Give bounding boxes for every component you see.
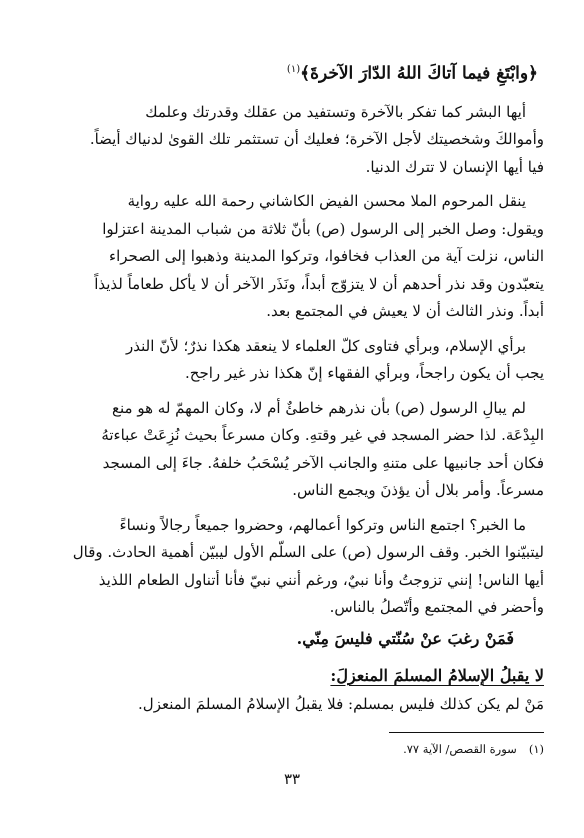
paragraph-4 [40,395,544,505]
paragraph-line: فيا أيها الإنسان لا تترك الدنيا. [365,157,544,176]
paragraph-line: لم يبالِ الرسول (ص) بأن نذرهم خاطئٌ أم لا، وكان المهمّ له هو منع [112,398,526,417]
verse-text: ﴿وابْتَغِ فيما آتاكَ اللهُ الدّارَ الآخرةَ﴾ [300,63,538,84]
paragraph-line: مَنْ لم يكن كذلك فليس بمسلم: فلا يقبلُ الإسلامُ المسلمَ المنعزل. [138,694,544,713]
footnote-divider [389,732,544,733]
closing-paragraph [40,691,544,719]
paragraph-line: أيها الناس! إنني تزوجتُ وأنا نبيٌ، ورغم أنني نبيّ فأنا أتناول الطعام اللذيذ [98,570,544,589]
paragraph-line: برأي الإسلام، وبرأي فتاوى كلّ العلماء لا ينعقد هكذا نذرٌ؛ لأنّ النذر [126,336,526,355]
hadith-quote: فَمَنْ رغبَ عنْ سُنّتي فليسَ مِنّي. [296,628,514,648]
paragraph-line: يجب أن يكون راجحاً، وبرأي الفقهاء إنّ هكذا نذر غير راجح. [185,364,544,383]
page-number: ٣٣ [283,770,301,788]
footnote-number: (١) [528,742,544,756]
paragraph-3 [40,333,544,388]
paragraph-line: البِدْعَة. لذا حضر المسجد في غير وقتهِ. وكان مسرعاً بحيث نُزِعَتْ عباءتهُ [101,426,544,445]
paragraph-line: وأحضر في المجتمع وأتّصلُ بالناس. [329,598,544,617]
footnote-text: سورة القصص/ الآية ٧٧. [403,742,517,756]
paragraph-line: ما الخبر؟ اجتمع الناس وتركوا أعمالهم، وحضروا جميعاً رجالاً ونساءً [119,515,526,534]
paragraph-line: أيها البشر كما تفكر بالآخرة وتستفيد من عقلك وقدرتك وعلمك [145,102,526,121]
paragraph-5 [40,512,544,622]
paragraph-2 [40,188,544,326]
paragraph-line: ينقل المرحوم الملا محسن الفيض الكاشاني رحمة الله عليه رواية [127,192,526,211]
paragraph-line: ويقول: وصل الخبر إلى الرسول (ص) بأنّ ثلاثة من شباب المدينة اعتزلوا [102,219,544,238]
footnote [403,742,544,756]
paragraph-1 [40,99,544,182]
paragraph-line: ليتبيّنوا الخبر. وقف الرسول (ص) على السلّم الأول ليبيّن أهمية الحادث. وقال [72,543,544,562]
section-heading: لا يقبلُ الإسلامُ المسلمَ المنعزلَ: [330,665,544,685]
paragraph-line: وأموالكَ وشخصيتك لأجل الآخرة؛ فعليك أن تستثمر تلك القوىٰ لدنياك أيضاً. [89,130,544,149]
paragraph-line: يتعبّدون وقد نذر أحدهم أن لا يتزوّج أبداً، ونَذَر الآخر أن لا يأكل طعاماً لذيذاً [94,274,544,293]
paragraph-line: أبداً. ونذر الثالث أن لا يعيش في المجتمع بعد. [266,302,544,321]
page-body [40,55,544,725]
footnote-ref: (١) [286,64,301,75]
paragraph-line: الناس، نزلت آية من العذاب فخافوا، وتركوا المدينة وذهبوا إلى الصحراء [109,247,544,266]
quran-verse [40,55,538,89]
paragraph-line: فكان أحد جانبيها على متنهِ والجانب الآخر يُسْحَبُ خلفهُ. جاءَ إلى المسجد [102,453,544,472]
paragraph-line: مسرعاً. وأمر بلال أن يؤذنَ ويجمع الناس. [292,481,544,500]
